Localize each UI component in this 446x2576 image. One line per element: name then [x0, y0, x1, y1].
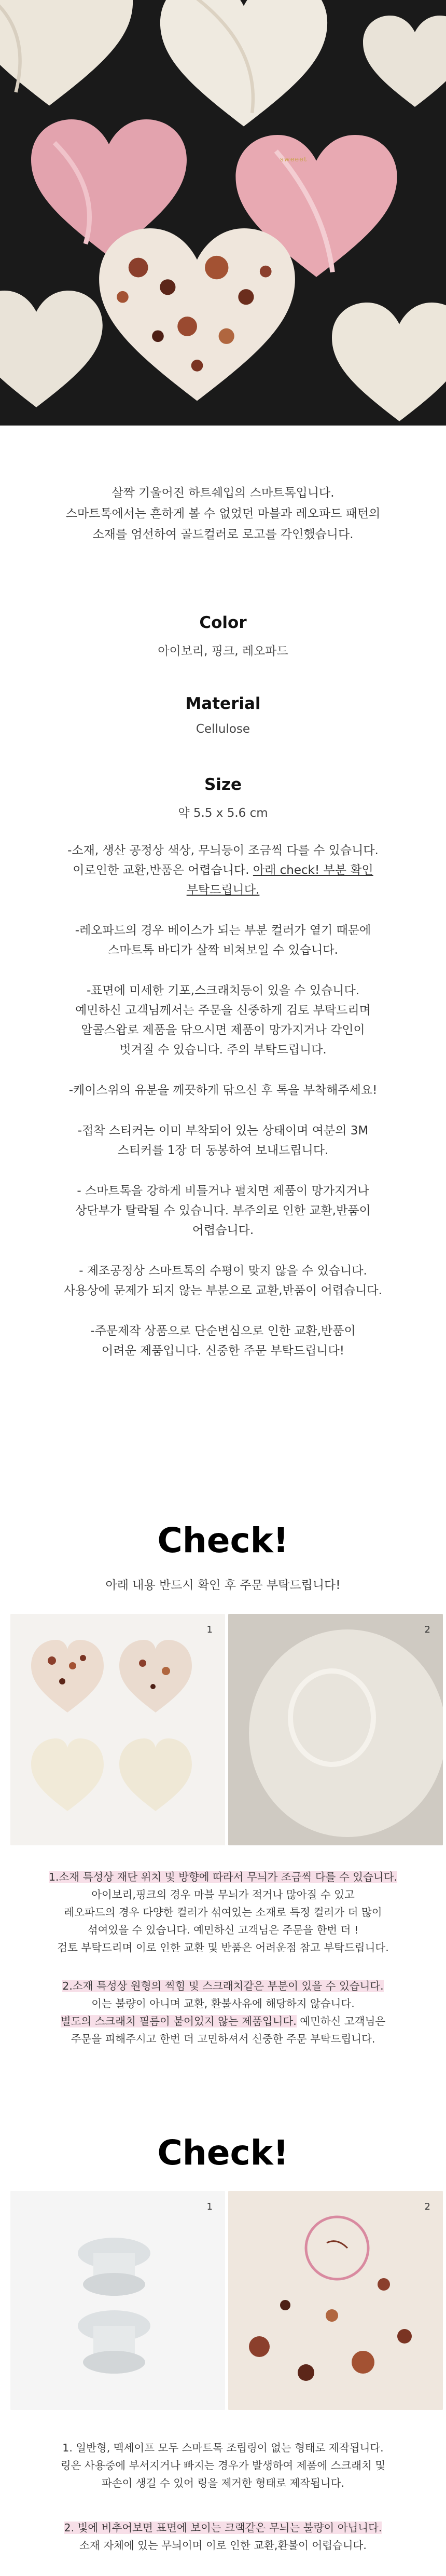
spec-color-value: 아이보리, 핑크, 레오파드 — [158, 645, 288, 658]
note-line: -소재, 생산 공정상 색상, 무늬등이 조금씩 다를 수 있습니다. — [67, 844, 379, 857]
check-info-2 — [0, 1977, 446, 2048]
spec-color-title: Color — [199, 613, 247, 632]
note-item — [0, 921, 446, 960]
spec-size-title: Size — [204, 775, 242, 794]
info-line: 1. 일반형, 맥세이프 모두 스마트톡 조립링이 없는 형태로 제작됩니다. — [62, 2442, 384, 2454]
highlight-text: 2.소재 특성상 원형의 찍힘 및 스크래치같은 부분이 있을 수 있습니다. — [62, 1980, 384, 1992]
note-line: -주문제작 상품으로 단순변심으로 인한 교환,반품이 — [90, 1324, 356, 1338]
check-info-4 — [0, 2519, 446, 2554]
info-line: 파손이 생길 수 있어 링을 제거한 형태로 제작됩니다. — [102, 2477, 344, 2489]
leopard-heart-image — [93, 228, 301, 405]
info-line — [0, 2519, 446, 2537]
note-item — [0, 981, 446, 1060]
highlight-text: 1.소재 특성상 재단 위치 및 방향에 따라서 무늬가 조금씩 다를 수 있습니다. — [48, 1871, 398, 1883]
ivory-heart-image — [156, 0, 332, 130]
info-line: 주문을 피해주시고 한번 더 고민하셔서 신중한 주문 부탁드립니다. — [71, 2033, 375, 2045]
spec-material-title: Material — [185, 694, 261, 713]
ivory-heart-image — [0, 0, 135, 109]
note-line: 상단부가 탈락될 수 있습니다. 부주의로 인한 교환,반품이 — [75, 1204, 371, 1217]
info-line: 이는 불량이 아니며 교환, 환불사유에 해당하지 않습니다. — [91, 1997, 355, 2010]
check-heading: Check! — [157, 2133, 289, 2173]
sample-photo-3 — [10, 2191, 225, 2410]
intro-line: 스마트톡에서는 흔하게 볼 수 없었던 마블과 레오파드 패턴의 — [65, 507, 381, 520]
note-line — [0, 860, 446, 880]
note-line: 예민하신 고객님께서는 주문을 신중하게 검토 부탁드리며 — [75, 1004, 371, 1017]
note-line: 스마트톡 바디가 살짝 비쳐보일 수 있습니다. — [108, 943, 338, 957]
note-item — [0, 1321, 446, 1361]
note-line: 벗겨질 수 있습니다. 주의 부탁드립니다. — [119, 1043, 327, 1057]
info-line: 링은 사용중에 부서지거나 빠지는 경우가 발생하여 제품에 스크래치 및 — [60, 2459, 386, 2472]
photo-number: 1 — [206, 2201, 213, 2212]
ivory-heart-image — [332, 301, 446, 426]
info-line: 아이보리,핑크의 경우 마블 무늬가 적거나 많아질 수 있고 — [91, 1888, 355, 1901]
note-line: 사용상에 문제가 되지 않는 부분으로 교환,반품이 어렵습니다. — [64, 1284, 382, 1297]
info-line: 섞여있을 수 있습니다. 예민하신 고객님은 주문을 한번 더 ! — [87, 1924, 359, 1936]
note-item — [0, 1080, 446, 1100]
check-info-3 — [0, 2439, 446, 2492]
note-line: 스티커를 1장 더 동봉하여 보내드립니다. — [117, 1144, 329, 1157]
brand-logo: sweeet — [280, 156, 308, 163]
info-text: 예민하신 고객님은 — [296, 2015, 386, 2027]
info-line: 레오파드의 경우 다양한 컬러가 섞여있는 소재로 특정 컬러가 더 많이 — [64, 1906, 382, 1919]
sample-photo-1 — [10, 1614, 225, 1845]
info-line — [0, 2012, 446, 2030]
note-underline: 부탁드립니다. — [186, 883, 260, 897]
sample-photo-4 — [228, 2191, 443, 2410]
photo-number: 2 — [424, 2201, 430, 2212]
note-item — [0, 841, 446, 900]
photo-number: 1 — [206, 1624, 213, 1635]
intro-line: 소재를 엄선하여 골드컬러로 로고를 각인했습니다. — [92, 528, 354, 541]
note-line: -케이스위의 유분을 깨끗하게 닦으신 후 톡을 부착해주세요! — [68, 1084, 378, 1097]
info-line: 검토 부탁드리며 이로 인한 교환 및 반품은 어려운점 참고 부탁드립니다. — [57, 1941, 389, 1954]
info-line: 소재 자체에 있는 무늬이며 이로 인한 교환,환불이 어렵습니다. — [79, 2539, 367, 2552]
note-item — [0, 1121, 446, 1160]
note-line: -레오파드의 경우 베이스가 되는 부분 컬러가 옅기 때문에 — [75, 924, 371, 937]
note-line: 알콜스왑로 제품을 닦으시면 제품이 망가지거나 각인이 — [81, 1023, 365, 1037]
ivory-heart-image — [363, 10, 446, 114]
note-line: 어렵습니다. — [192, 1224, 254, 1237]
sample-photo-2 — [228, 1614, 443, 1845]
note-item — [0, 1261, 446, 1300]
hero-product-photo — [0, 0, 446, 426]
info-line — [0, 1977, 446, 1995]
intro-text — [0, 483, 446, 545]
note-line: 어려운 제품입니다. 신중한 주문 부탁드립니다! — [102, 1344, 344, 1358]
note-line: -접착 스티커는 이미 부착되어 있는 상태이며 여분의 3M — [77, 1124, 369, 1138]
note-line: - 스마트톡을 강하게 비틀거나 펼치면 제품이 망가지거나 — [77, 1184, 369, 1198]
check-subtitle: 아래 내용 반드시 확인 후 주문 부탁드립니다! — [105, 1579, 341, 1592]
ivory-heart-image — [0, 291, 104, 410]
note-underline: 아래 check! 부분 확인 — [253, 864, 373, 877]
intro-line: 살짝 기울어진 하트쉐입의 스마트톡입니다. — [112, 486, 335, 500]
note-line — [0, 880, 446, 900]
highlight-text: 2. 빛에 비추어보면 표면에 보이는 크랙같은 무늬는 불량이 아닙니다. — [64, 2522, 382, 2534]
note-line: -표면에 미세한 기포,스크래치등이 있을 수 있습니다. — [86, 984, 360, 997]
note-text: 이로인한 교환,반품은 어렵습니다. — [73, 864, 249, 877]
note-item — [0, 1181, 446, 1240]
note-line: - 제조공정상 스마트톡의 수평이 맞지 않을 수 있습니다. — [79, 1264, 367, 1278]
check-heading: Check! — [157, 1520, 289, 1560]
photo-number: 2 — [424, 1624, 430, 1635]
spec-size-value: 약 5.5 x 5.6 cm — [178, 806, 268, 820]
caution-notes — [0, 841, 446, 1381]
info-line — [0, 1868, 446, 1886]
check-info-1 — [0, 1868, 446, 1956]
highlight-text: 별도의 스크래치 필름이 붙어있지 않는 제품입니다. — [60, 2015, 297, 2027]
spec-material-value: Cellulose — [196, 722, 250, 736]
